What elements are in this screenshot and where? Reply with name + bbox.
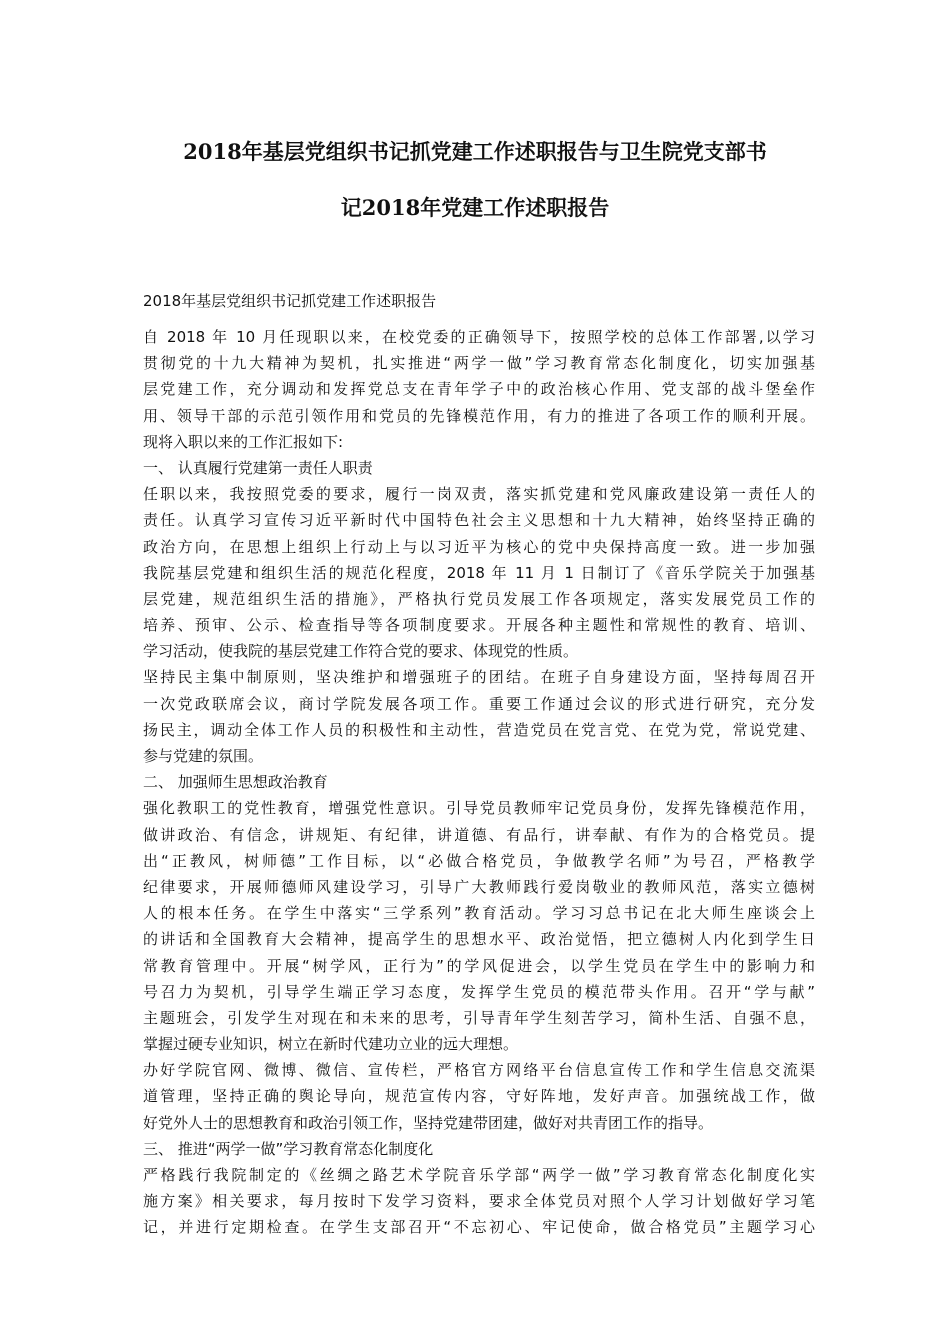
body-line: 政治方向，在思想上组织上行动上与以习近平为核心的党中央保持高度一致。进一步加强 [143,537,815,556]
body-line: 自 2018 年 10 月任现职以来，在校党委的正确领导下，按照学校的总体工作部署,以学习 [143,328,815,346]
body-line: 层党建，规范组织生活的措施》，严格执行党员发展工作各项规定，落实发展党员工作的 [143,589,815,608]
body-line: 任职以来，我按照党委的要求，履行一岗双责，落实抓党建和党风廉政建设第一责任人的 [143,485,815,504]
body-line: 坚持民主集中制原则，坚决维护和增强班子的团结。在班子自身建设方面，坚持每周召开 [143,668,815,687]
body-line: 用、领导干部的示范引领作用和党员的先锋模范作用，有力的推进了各项工作的顺利开展。 [143,406,815,425]
body-line: 贯彻党的十九大精神为契机，扎实推进“两学一做”学习教育常态化制度化，切实加强基 [143,354,815,373]
body-line: 号召力为契机，引导学生端正学习态度，发挥学生党员的模范带头作用。召开“学与献” [143,982,815,1001]
report-subtitle: 2018年基层党组织书记抓党建工作述职报告 [143,292,437,310]
body-line: 二、 加强师生思想政治教育 [143,773,328,792]
body-line: 严格践行我院制定的《丝绸之路艺术学院音乐学部“两学一做”学习教育常态化制度化实 [143,1166,815,1184]
title-line-2: 记2018年党建工作述职报告 [340,195,610,220]
title-line-1: 2018年基层党组织书记抓党建工作述职报告与卫生院党支部书 [183,139,767,164]
document-body [143,324,815,1241]
body-line: 一、 认真履行党建第一责任人职责 [143,458,373,477]
body-line: 扬民主，调动全体工作人员的积极性和主动性，营造党员在党言党、在党为党，常说党建、 [143,720,815,739]
body-line: 掌握过硬专业知识，树立在新时代建功立业的远大理想。 [143,1035,519,1054]
body-line: 办好学院官网、微博、微信、宣传栏，严格官方网络平台信息宣传工作和学生信息交流渠 [143,1061,815,1080]
body-line: 道管理，坚持正确的舆论导向，规范宣传内容，守好阵地，发好声音。加强统战工作，做 [143,1087,815,1106]
body-line: 现将入职以来的工作汇报如下: [143,432,344,451]
body-line: 常教育管理中。开展“树学风，正行为”的学风促进会，以学生党员在学生中的影响力和 [143,956,815,975]
body-line: 做讲政治、有信念，讲规矩、有纪律，讲道德、有品行，讲奉献、有作为的合格党员。提 [143,825,815,844]
body-line: 记，并进行定期检查。在学生支部召开“不忘初心、牢记使命，做合格党员”主题学习心 [143,1218,815,1237]
body-line: 纪律要求，开展师德师风建设学习，引导广大教师践行爱岗敬业的教师风范，落实立德树 [143,877,815,896]
body-line: 施方案》相关要求，每月按时下发学习资料，要求全体党员对照个人学习计划做好学习笔 [143,1192,815,1211]
body-line: 参与党建的氛围。 [143,747,264,765]
body-line: 的讲话和全国教育大会精神，提高学生的思想水平、政治觉悟，把立德树人内化到学生日 [143,930,815,949]
body-line: 层党建工作，充分调动和发挥党总支在青年学子中的政治核心作用、党支部的战斗堡垒作 [143,380,815,399]
body-line: 好党外人士的思想教育和政治引领工作，坚持党建带团建，做好对共青团工作的指导。 [143,1113,714,1132]
body-line: 一次党政联席会议，商讨学院发展各项工作。重要工作通过会议的形式进行研究，充分发 [143,694,815,713]
document-title [120,124,830,236]
body-line: 三、 推进“两学一做”学习教育常态化制度化 [143,1139,434,1158]
body-line: 人的根本任务。在学生中落实“三学系列”教育活动。学习习总书记在北大师生座谈会上 [143,904,815,923]
body-line: 培养、预审、公示、检查指导等各项制度要求。开展各种主题性和常规性的教育、培训、 [143,616,815,635]
body-line: 出“正教风，树师德”工作目标，以“必做合格党员，争做教学名师”为号召，严格教学 [143,851,815,870]
body-line: 责任。认真学习宣传习近平新时代中国特色社会主义思想和十九大精神，始终坚持正确的 [143,511,815,530]
body-line: 我院基层党建和组织生活的规范化程度，2018 年 11 月 1 日制订了《音乐学院关于加强基 [143,563,815,582]
body-line: 强化教职工的党性教育，增强党性意识。引导党员教师牢记党员身份，发挥先锋模范作用， [143,799,815,818]
body-line: 主题班会，引发学生对现在和未来的思考，引导青年学生刻苦学习，简朴生活、自强不息， [143,1008,815,1027]
body-line: 学习活动，使我院的基层党建工作符合党的要求、体现党的性质。 [143,642,579,661]
